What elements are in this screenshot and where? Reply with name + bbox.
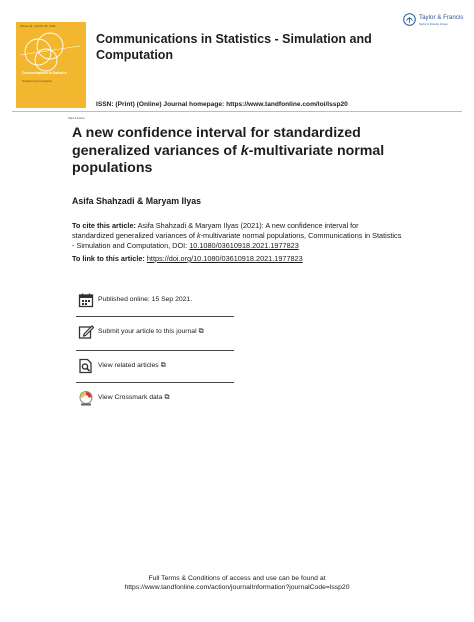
journal-cover[interactable] bbox=[16, 22, 86, 120]
article-authors: Asifa Shahzadi & Maryam Ilyas bbox=[72, 196, 202, 206]
publisher-logo-icon bbox=[403, 13, 416, 26]
footer bbox=[0, 574, 474, 592]
submit-article-label: Submit your article to this journal bbox=[98, 328, 197, 335]
journal-title: Communications in Statistics - Simulation and Computation bbox=[96, 32, 372, 62]
footer-terms: Full Terms & Conditions of access and use can be found at bbox=[148, 575, 326, 582]
journal-homepage-link[interactable]: https://www.tandfonline.com/loi/lssp20 bbox=[226, 101, 348, 108]
calendar-icon bbox=[78, 292, 94, 308]
cover-volume-line: Volume 44 - Number 48 - 2015 bbox=[20, 25, 56, 28]
article-doi-link[interactable]: https://doi.org/10.1080/03610918.2021.1977823 bbox=[146, 254, 303, 263]
citation-italic: k bbox=[196, 231, 201, 240]
publisher-logo-name: Taylor & Francis bbox=[419, 14, 464, 21]
publisher-logo-tagline: Taylor & Francis Group bbox=[419, 22, 448, 26]
submit-article-link[interactable] bbox=[98, 328, 203, 336]
citation-text: Asifa Shahzadi & Maryam Ilyas (2021): A new confidence interval for standardized generalized variances of bbox=[72, 221, 359, 240]
cover-title: Communications in Statistics bbox=[22, 71, 67, 75]
divider bbox=[76, 316, 234, 317]
external-link-icon: ⧉ bbox=[164, 394, 170, 401]
external-link-icon: ⧉ bbox=[160, 362, 166, 369]
published-date: Published online: 15 Sep 2021. bbox=[98, 296, 193, 303]
cover-circles-graphic bbox=[16, 22, 86, 108]
related-articles-label: View related articles bbox=[98, 362, 159, 369]
crossmark-link[interactable] bbox=[98, 394, 169, 402]
submit-article-item[interactable] bbox=[76, 324, 236, 340]
article-link-label: To link to this article: bbox=[72, 254, 145, 263]
citation-block bbox=[72, 221, 402, 251]
article-title-italic: k bbox=[240, 142, 249, 159]
article-title-text: A new confidence interval for standardized generalized variances of bbox=[72, 125, 361, 159]
crossmark-icon bbox=[78, 390, 94, 406]
crossmark-item[interactable] bbox=[76, 390, 236, 406]
related-articles-item[interactable] bbox=[76, 358, 236, 374]
footer-terms-link[interactable]: https://www.tandfonline.com/action/journalInformation?journalCode=lssp20 bbox=[124, 584, 350, 591]
article-title bbox=[72, 125, 402, 178]
citation-label: To cite this article: bbox=[72, 221, 136, 230]
cover-subtitle: Simulation and Computation bbox=[22, 80, 53, 83]
crossmark-label: View Crossmark data bbox=[98, 394, 163, 401]
related-articles-link[interactable] bbox=[98, 362, 166, 370]
published-item bbox=[76, 292, 236, 308]
header-divider bbox=[12, 111, 462, 112]
divider bbox=[76, 382, 234, 383]
external-link-icon: ⧉ bbox=[198, 328, 204, 335]
cover-publisher: Taylor & Francis bbox=[68, 118, 85, 120]
article-title-text-end: -multivariate normal populations bbox=[72, 142, 385, 176]
document-search-icon bbox=[78, 358, 94, 374]
citation-text-end: -multivariate normal populations, Communications in Statistics - Simulation and Computation, DOI: bbox=[72, 231, 402, 250]
issn-line bbox=[96, 101, 348, 108]
citation-doi-link[interactable]: 10.1080/03610918.2021.1977823 bbox=[189, 241, 299, 250]
edit-icon bbox=[78, 324, 94, 340]
divider bbox=[76, 350, 234, 351]
article-link-row bbox=[72, 254, 303, 263]
publisher-logo[interactable] bbox=[403, 13, 463, 29]
issn-label: ISSN: (Print) (Online) Journal homepage: bbox=[96, 101, 225, 108]
